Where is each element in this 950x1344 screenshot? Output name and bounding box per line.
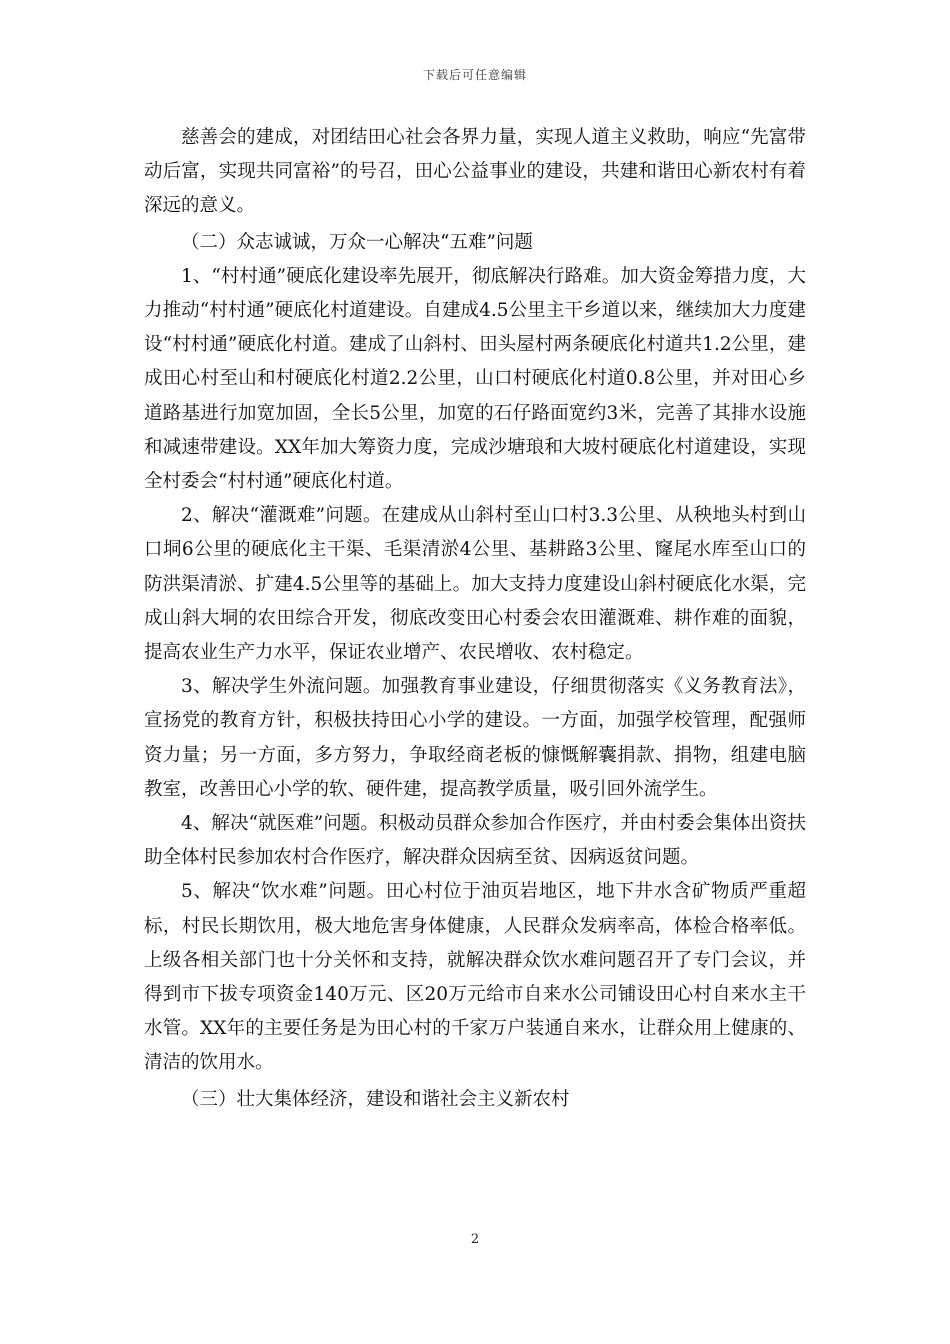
document-body (144, 121, 806, 1117)
page-header: 下载后可任意编辑 (422, 68, 527, 82)
section-heading-three: （三）壮大集体经济，建设和谐社会主义新农村 (181, 1088, 570, 1110)
page-number: 2 (470, 1232, 480, 1247)
paragraph-medical: 4、解决“就医难”问题。积极动员群众参加合作医疗，并由村委会集体出资扶助全体村民参加农村合作医疗，解决群众因病至贫、因病返贫问题。 (144, 813, 806, 869)
paragraph-water: 5、解决“饮水难”问题。田心村位于油页岩地区，地下井水含矿物质严重超标，村民长期饮用，极大地危害身体健康，人民群众发病率高，体检合格率低。上级各相关部门也十分关怀和支持，就解决群众饮水难问题召开了专门会议，并得到市下拔专项资金140万元、区20万元给市自来水公司铺设田心村自来水主干水管。XX年的主要任务是为田心村的千家万户装通自来水，让群众用上健康的、清洁的饮用水。 (144, 881, 806, 1074)
paragraph-irrigation: 2、解决“灌溉难”问题。在建成从山斜村至山口村3.3公里、从秧地头村到山口垌6公里的硬底化主干渠、毛渠清淤4公里、基耕路3公里、窿尾水库至山口的防洪渠清淤、扩建4.5公里等的基础上。加大支持力度建设山斜村硬底化水渠，完成山斜大垌的农田综合开发，彻底改变田心村委会农田灌溉难、耕作难的面貌，提高农业生产力水平，保证农业增产、农民增收、农村稳定。 (144, 505, 806, 664)
section-heading-two: （二）众志诚诚，万众一心解决“五难”问题 (181, 231, 533, 253)
paragraph-roads: 1、“村村通”硬底化建设率先展开，彻底解决行路难。加大资金筹措力度，大力推动“村村通”硬底化村道建设。自建成4.5公里主干乡道以来，继续加大力度建设“村村通”硬底化村道。建成了山斜村、田头屋村两条硬底化村道共1.2公里，建成田心村至山和村硬底化村道2.2公里，山口村硬底化村道0.8公里，并对田心乡道路基进行加宽加固，全长5公里，加宽的石仔路面宽约3米，完善了其排水设施和减速带建设。XX年加大筹资力度，完成沙塘琅和大坡村硬底化村道建设，实现全村委会“村村通”硬底化村道。 (144, 265, 806, 493)
paragraph-education: 3、解决学生外流问题。加强教育事业建设，仔细贯彻落实《义务教育法》，宣扬党的教育方针，积极扶持田心小学的建设。一方面，加强学校管理，配强师资力量；另一方面，多方努力，争取经商老板的慷慨解囊捐款、捐物，组建电脑教室，改善田心小学的软、硬件建，提高教学质量，吸引回外流学生。 (144, 676, 806, 800)
paragraph-charity: 慈善会的建成，对团结田心社会各界力量，实现人道主义救助，响应“先富带动后富，实现共同富裕”的号召，田心公益事业的建设，共建和谐田心新农村有着深远的意义。 (144, 127, 806, 217)
